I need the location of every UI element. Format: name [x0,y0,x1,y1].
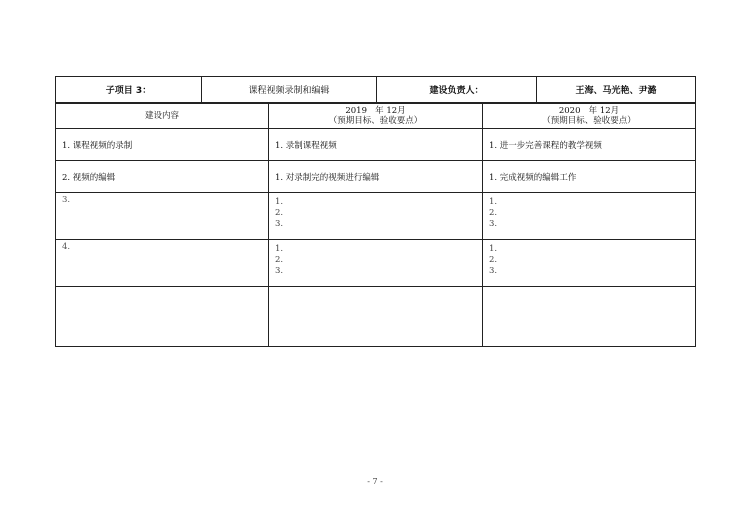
cell-content: 4. [56,240,269,287]
cell-content: 3. [56,193,269,240]
cell-2020: 1. 完成视频的编辑工作 [483,161,696,193]
col-header-2020: 2020 年 12月 （预期目标、验收要点） [483,104,696,129]
cell-content [56,287,269,347]
cell-2020: 1. 进一步完善课程的教学视频 [483,129,696,161]
cell-2020 [483,287,696,347]
cell-content: 1. 课程视频的录制 [56,129,269,161]
subproject-label: 子项目 3： [56,77,202,103]
cell-2020: 1. 2. 3. [483,193,696,240]
table-row [56,287,696,347]
plan-table-header-row [56,104,696,129]
cell-2019 [269,287,483,347]
plan-table [55,103,696,347]
cell-2019: 1. 2. 3. [269,193,483,240]
owner-label: 建设负责人： [377,77,537,103]
table-row [56,129,696,161]
table-row [56,193,696,240]
table-row [56,240,696,287]
cell-2019: 1. 录制课程视频 [269,129,483,161]
col-header-content: 建设内容 [56,104,269,129]
cell-2019: 1. 对录制完的视频进行编辑 [269,161,483,193]
cell-2019: 1. 2. 3. [269,240,483,287]
cell-2020: 1. 2. 3. [483,240,696,287]
subproject-header-table [55,76,696,103]
table-row [56,161,696,193]
cell-content: 2. 视频的编辑 [56,161,269,193]
page-number: - 7 - [367,477,383,486]
owner-names: 王海、马光艳、尹潞 [537,77,696,103]
subproject-name: 课程视频录制和编辑 [202,77,377,103]
col-header-2019: 2019 年 12月 （预期目标、验收要点） [269,104,483,129]
